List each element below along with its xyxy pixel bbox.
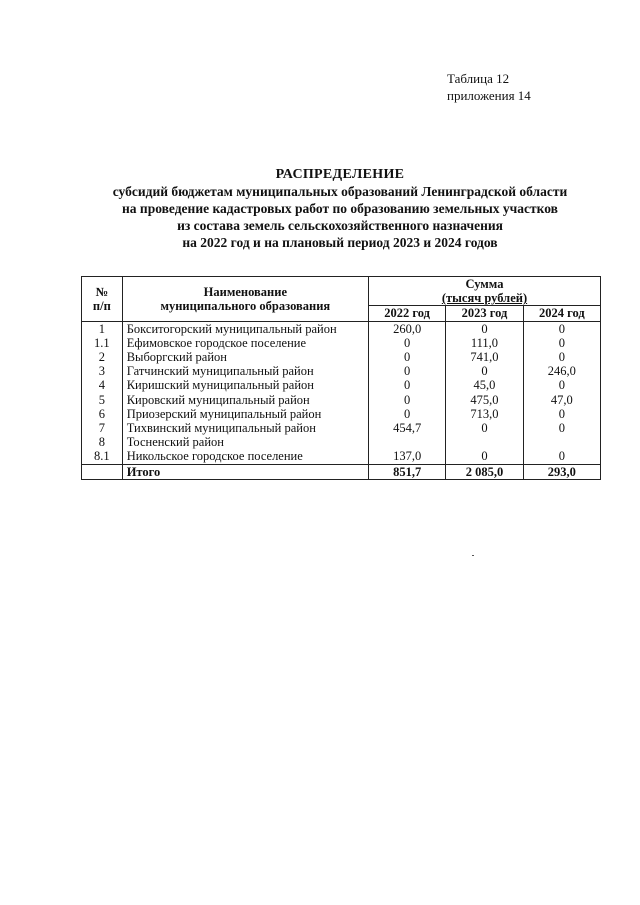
- row-2022: 0: [368, 350, 445, 364]
- row-2023: 0: [446, 364, 523, 378]
- row-2024: 0: [523, 336, 600, 350]
- row-2023: 0: [446, 421, 523, 435]
- title-line-2: на проведение кадастровых работ по образованию земельных участков: [122, 201, 558, 216]
- row-2024: 0: [523, 321, 600, 336]
- title-main: РАСПРЕДЕЛЕНИЕ: [275, 167, 405, 182]
- row-2023: 0: [446, 321, 523, 336]
- header-sum-unit: (тысяч рублей): [441, 291, 528, 306]
- header-sum-caption: Сумма: [465, 277, 504, 291]
- scan-speck: [472, 555, 474, 556]
- header-name-line-2: муниципального образования: [160, 298, 331, 313]
- annex-number: приложения 14: [447, 88, 531, 103]
- total-2024: 293,0: [523, 464, 600, 479]
- row-2023: 713,0: [446, 407, 523, 421]
- row-2022: 0: [368, 378, 445, 392]
- row-2022: 0: [368, 364, 445, 378]
- row-2024: 0: [523, 350, 600, 364]
- header-sum: [368, 277, 600, 306]
- row-2023: 0: [446, 449, 523, 464]
- row-name: Гатчинский муниципальный район: [122, 364, 368, 378]
- total-row: [82, 464, 601, 479]
- row-name: Тихвинский муниципальный район: [122, 421, 368, 435]
- header-year-2024: 2024 год: [523, 306, 600, 321]
- header-row: [82, 277, 601, 306]
- row-2024: 246,0: [523, 364, 600, 378]
- table-row: [82, 321, 601, 336]
- table-row: [82, 364, 601, 378]
- row-2024: [523, 435, 600, 449]
- table-number: Таблица 12: [447, 71, 510, 86]
- table-row: [82, 435, 601, 449]
- header-no-abbr: п/п: [92, 298, 111, 313]
- table-row: [82, 378, 601, 392]
- row-2023: [446, 435, 523, 449]
- row-2024: 0: [523, 449, 600, 464]
- row-number: 4: [82, 378, 123, 392]
- row-2022: 454,7: [368, 421, 445, 435]
- row-number: 6: [82, 407, 123, 421]
- table-row: [82, 393, 601, 407]
- title-line-3: из состава земель сельскохозяйственного назначения: [177, 218, 503, 233]
- row-2022: 260,0: [368, 321, 445, 336]
- row-2023: 475,0: [446, 393, 523, 407]
- total-2022: 851,7: [368, 464, 445, 479]
- row-name: Киришский муниципальный район: [122, 378, 368, 392]
- document-title: [70, 166, 610, 251]
- title-line-4: на 2022 год и на плановый период 2023 и 2024 годов: [182, 235, 498, 250]
- row-number: 8.1: [82, 449, 123, 464]
- title-line-1: субсидий бюджетам муниципальных образований Ленинградской области: [112, 184, 568, 199]
- distribution-table: [81, 276, 601, 480]
- row-2022: [368, 435, 445, 449]
- row-name: Ефимовское городское поселение: [122, 336, 368, 350]
- row-2024: 0: [523, 378, 600, 392]
- row-2023: 741,0: [446, 350, 523, 364]
- header-no-symbol: №: [95, 284, 109, 299]
- row-2024: 0: [523, 421, 600, 435]
- header-name-line-1: Наименование: [203, 284, 287, 299]
- header-year-2023: 2023 год: [446, 306, 523, 321]
- header-name: [122, 277, 368, 322]
- row-number: 8: [82, 435, 123, 449]
- row-2022: 0: [368, 393, 445, 407]
- table-row: [82, 407, 601, 421]
- row-2022: 0: [368, 407, 445, 421]
- row-number: 1: [82, 321, 123, 336]
- table-row: [82, 350, 601, 364]
- row-number: 1.1: [82, 336, 123, 350]
- row-name: Тосненский район: [122, 435, 368, 449]
- row-name: Никольское городское поселение: [122, 449, 368, 464]
- total-2023: 2 085,0: [446, 464, 523, 479]
- row-name: Выборгский район: [122, 350, 368, 364]
- row-number: 7: [82, 421, 123, 435]
- table-annex-note: [447, 70, 531, 104]
- row-name: Бокситогорский муниципальный район: [122, 321, 368, 336]
- table-row: [82, 421, 601, 435]
- total-number-cell: [82, 464, 123, 479]
- row-2024: 47,0: [523, 393, 600, 407]
- row-name: Приозерский муниципальный район: [122, 407, 368, 421]
- table-row: [82, 336, 601, 350]
- row-2023: 111,0: [446, 336, 523, 350]
- row-2023: 45,0: [446, 378, 523, 392]
- row-2024: 0: [523, 407, 600, 421]
- row-name: Кировский муниципальный район: [122, 393, 368, 407]
- row-number: 5: [82, 393, 123, 407]
- total-label: Итого: [122, 464, 368, 479]
- header-no: [82, 277, 123, 322]
- row-2022: 0: [368, 336, 445, 350]
- row-number: 2: [82, 350, 123, 364]
- table-row: [82, 449, 601, 464]
- row-number: 3: [82, 364, 123, 378]
- header-year-2022: 2022 год: [368, 306, 445, 321]
- row-2022: 137,0: [368, 449, 445, 464]
